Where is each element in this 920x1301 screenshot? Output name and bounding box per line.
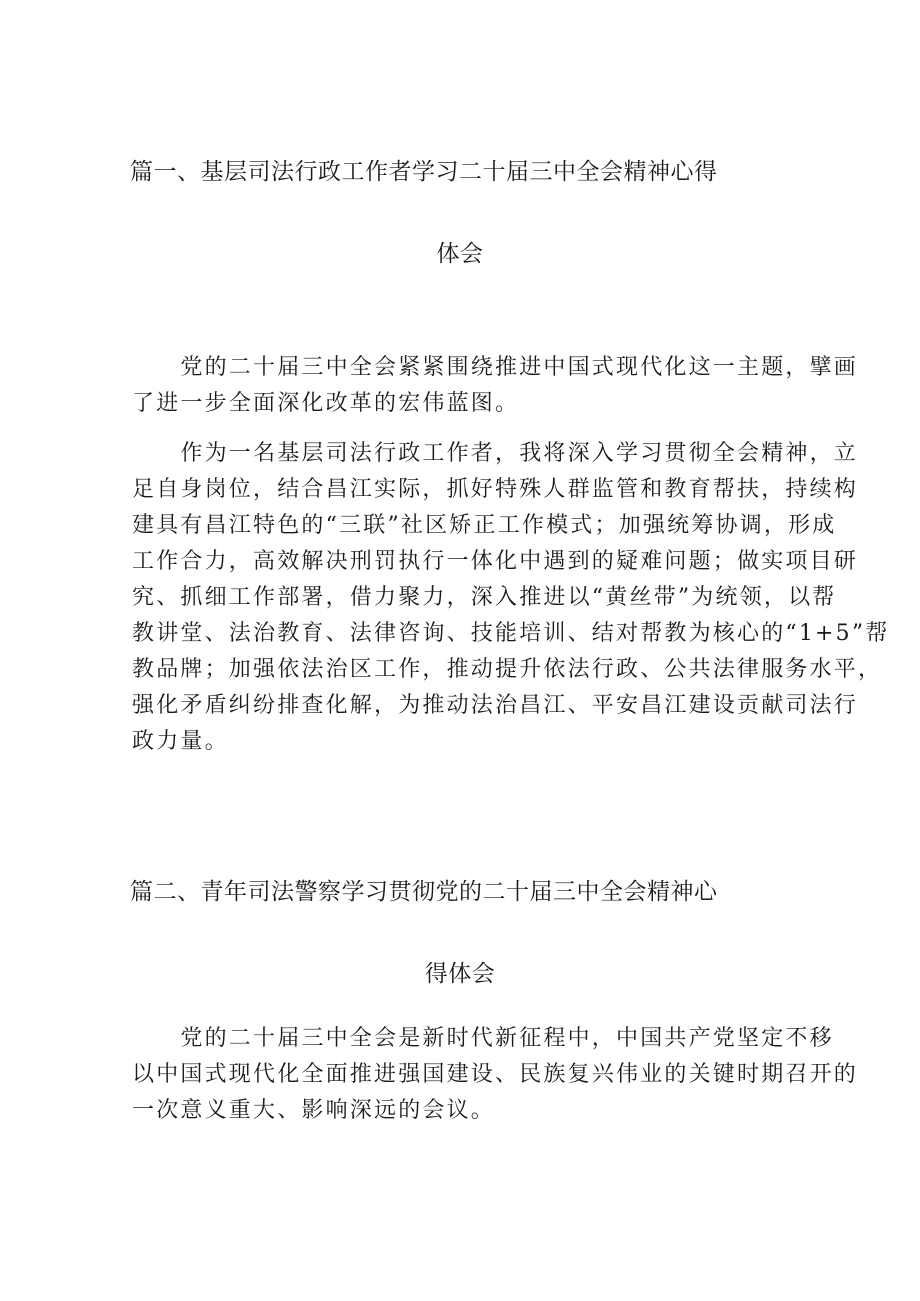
section-2-title: [130, 880, 790, 986]
paragraph-line: 强化矛盾纠纷排查化解，为推动法治昌江、平安昌江建设贡献司法行: [132, 693, 859, 718]
section-2-paragraph-1: [132, 1021, 859, 1129]
paragraph-line: 究、抓细工作部署，借力聚力，深入推进以“黄丝带”为统领，以帮: [132, 585, 837, 610]
section-1-paragraph-1: [132, 350, 859, 422]
paragraph-line: 政力量。: [132, 729, 229, 754]
paragraph-line: 作为一名基层司法行政工作者，我将深入学习贯彻全会精神，立: [132, 441, 859, 466]
paragraph-line: 工作合力，高效解决刑罚执行一体化中遇到的疑难问题；做实项目研: [132, 549, 859, 574]
section-2-title-line-2: 得体会: [424, 961, 496, 987]
section-1-paragraph-2: [132, 436, 890, 760]
paragraph-line: 党的二十届三中全会紧紧围绕推进中国式现代化这一主题，擘画: [132, 355, 859, 380]
paragraph-line: 了进一步全面深化改革的宏伟蓝图。: [132, 391, 520, 416]
section-1-title-line-1: 篇一、基层司法行政工作者学习二十届三中全会精神心得: [130, 159, 718, 185]
section-1-title: [130, 160, 790, 266]
paragraph-line: 以中国式现代化全面推进强国建设、民族复兴伟业的关键时期召开的: [132, 1062, 859, 1087]
paragraph-line: 足自身岗位，结合昌江实际，抓好特殊人群监管和教育帮扶，持续构: [132, 477, 859, 502]
paragraph-line: 教讲堂、法治教育、法律咨询、技能培训、结对帮教为核心的“1+5”帮: [132, 621, 890, 646]
paragraph-line: 党的二十届三中全会是新时代新征程中，中国共产党坚定不移: [132, 1026, 834, 1051]
paragraph-line: 教品牌；加强依法治区工作，推动提升依法行政、公共法律服务水平，: [132, 657, 883, 682]
section-1-title-line-2: 体会: [436, 241, 484, 267]
paragraph-line: 一次意义重大、影响深远的会议。: [132, 1098, 496, 1123]
paragraph-line: 建具有昌江特色的“三联”社区矫正工作模式；加强统筹协调，形成: [132, 513, 837, 538]
section-2-title-line-1: 篇二、青年司法警察学习贯彻党的二十届三中全会精神心: [130, 879, 718, 905]
